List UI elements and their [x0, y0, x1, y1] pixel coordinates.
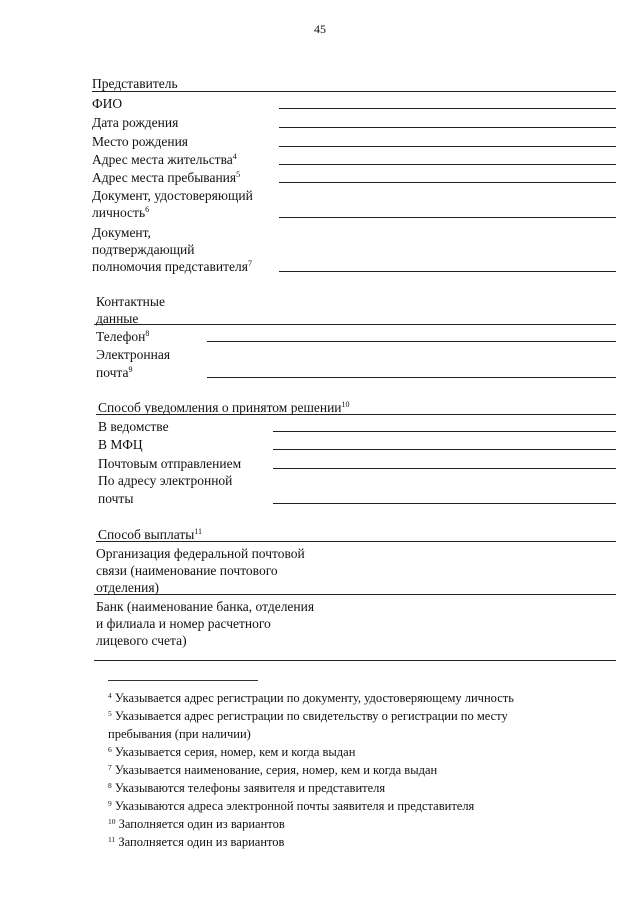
- id-doc-label-line2: личность$^6$: [92, 205, 150, 220]
- payment-divider: [96, 541, 616, 542]
- email-label-line2: почта$^9$: [96, 365, 133, 380]
- fio-label: ФИО: [92, 96, 123, 111]
- email-label-line1: Электронная: [96, 347, 171, 362]
- page-number: 45: [314, 22, 326, 36]
- bank-label-line3: лицевого счета): [96, 633, 187, 648]
- authority-doc-label-line1: Документ,: [92, 225, 151, 240]
- footnote-4: $^4$ Указывается адрес регистрации по документу, удостоверяющему личность: [108, 691, 514, 705]
- post-org-label-line1: Организация федеральной почтовой: [96, 546, 305, 561]
- contacts-title-line1: Контактные: [96, 294, 165, 309]
- payment-title: Способ выплаты$^{11}$: [98, 527, 203, 542]
- authority-doc-label-line3: полномочия представителя$^7$: [92, 259, 252, 274]
- footnote-11: $^{11}$ Заполняется один из вариантов: [108, 835, 285, 849]
- stay-address-label: Адрес места пребывания$^5$: [92, 170, 241, 185]
- notify-email-label-line2: почты: [98, 491, 134, 506]
- notify-agency-field[interactable]: [273, 431, 616, 432]
- fio-field[interactable]: [279, 108, 616, 109]
- notify-post-label: Почтовым отправлением: [98, 456, 242, 471]
- contacts-divider: [94, 324, 616, 325]
- bank-label-line2: и филиала и номер расчетного: [96, 616, 271, 631]
- footnote-6: $^6$ Указывается серия, номер, кем и когда выдан: [108, 745, 356, 759]
- contacts-title-line2: данные: [96, 311, 139, 326]
- post-org-field[interactable]: [94, 594, 616, 595]
- id-doc-label-line1: Документ, удостоверяющий: [92, 188, 253, 203]
- representative-divider: [92, 91, 616, 92]
- post-org-label-line3: отделения): [96, 580, 160, 595]
- birth-date-field[interactable]: [279, 127, 616, 128]
- notify-mfc-label: В МФЦ: [98, 437, 143, 452]
- birth-place-label: Место рождения: [92, 134, 189, 149]
- footnote-separator: [108, 680, 258, 681]
- residence-address-field[interactable]: [279, 164, 616, 165]
- notification-title: Способ уведомления о принятом решении$^{10}$: [98, 400, 350, 415]
- birth-place-field[interactable]: [279, 146, 616, 147]
- post-org-label-line2: связи (наименование почтового: [96, 563, 278, 578]
- footnote-7: $^7$ Указывается наименование, серия, номер, кем и когда выдан: [108, 763, 438, 777]
- notify-email-label-line1: По адресу электронной: [98, 473, 233, 488]
- phone-label: Телефон$^8$: [96, 329, 150, 344]
- notify-agency-label: В ведомстве: [98, 419, 169, 434]
- footnote-5-continued: пребывания (при наличии): [108, 727, 251, 741]
- representative-title: Представитель: [92, 76, 178, 91]
- email-field[interactable]: [207, 377, 616, 378]
- phone-field[interactable]: [207, 341, 616, 342]
- birth-date-label: Дата рождения: [92, 115, 179, 130]
- residence-address-label: Адрес места жительства$^4$: [92, 152, 237, 167]
- authority-doc-label-line2: подтверждающий: [92, 242, 195, 257]
- bank-label-line1: Банк (наименование банка, отделения: [96, 599, 315, 614]
- footnote-9: $^9$ Указываются адреса электронной почты заявителя и представителя: [108, 799, 475, 813]
- stay-address-field[interactable]: [279, 182, 616, 183]
- id-doc-field[interactable]: [279, 217, 616, 218]
- notify-post-field[interactable]: [273, 468, 616, 469]
- notification-divider: [96, 414, 616, 415]
- notify-mfc-field[interactable]: [273, 449, 616, 450]
- authority-doc-field[interactable]: [279, 271, 616, 272]
- footnote-10: $^{10}$ Заполняется один из вариантов: [108, 817, 285, 831]
- footnote-8: $^8$ Указываются телефоны заявителя и представителя: [108, 781, 386, 795]
- notify-email-field[interactable]: [273, 503, 616, 504]
- bank-field[interactable]: [94, 660, 616, 661]
- footnote-5: $^5$ Указывается адрес регистрации по свидетельству о регистрации по месту: [108, 709, 508, 723]
